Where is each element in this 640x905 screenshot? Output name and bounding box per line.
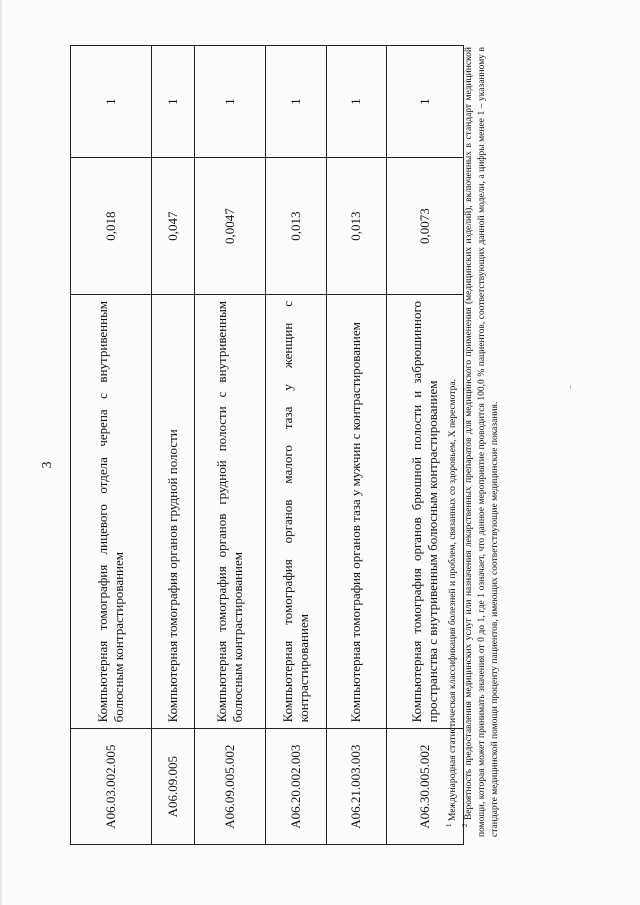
footnote-2-marker: 2 <box>460 823 469 827</box>
table-row <box>327 46 387 845</box>
service-name: Компьютерная томография органов грудной полости с внутривенным болюсным контрастированием <box>195 294 266 728</box>
footnote-2 <box>461 47 502 837</box>
service-code: A06.03.002.005 <box>71 729 152 845</box>
service-name: Компьютерная томография органов таза у мужчин с контрастированием <box>327 294 387 728</box>
service-multiplicity: 1 <box>266 46 327 158</box>
footnote-1-marker: 1 <box>445 823 453 827</box>
service-code: A06.21.003.003 <box>327 729 387 845</box>
service-multiplicity: 1 <box>195 46 266 158</box>
page-number: 3 <box>40 461 55 469</box>
services-table <box>70 45 464 845</box>
service-frequency: 0,018 <box>71 158 152 295</box>
service-frequency: 0,013 <box>266 158 327 295</box>
service-code: A06.09.005 <box>152 729 195 845</box>
footnote-1 <box>445 47 460 837</box>
service-code: A06.30.005.002 <box>387 729 464 845</box>
service-multiplicity: 1 <box>327 46 387 158</box>
table-row <box>195 46 266 845</box>
footnote-2-text: Вероятность предоставления медицинских услуг или назначения лекарственных препаратов для медицинского применения (медицинских изделий), включенных в стандарт медицинской помощи, которая может принимать значения от 0 до 1, где 1 означает, что данное мероприятие проводится 100,0 % пациентов, соответствующих данной модели, а цифры менее 1 – указанному в стандарте медицинской помощи проценту пациентов, имеющих соответствующие медицинские показания. <box>464 47 500 837</box>
service-frequency: 0,013 <box>327 158 387 295</box>
service-frequency: 0,0047 <box>195 158 266 295</box>
rotated-content <box>40 40 605 885</box>
footnote-1-text: Международная статистическая классификация болезней и проблем, связанных со здоровьем, X пересмотра. <box>448 379 459 822</box>
table-row <box>71 46 152 845</box>
service-name: Компьютерная томография органов грудной полости <box>152 294 195 728</box>
service-name: Компьютерная томография органов малого таза у женщин с контрастированием <box>266 294 327 728</box>
service-code: A06.20.002.003 <box>266 729 327 845</box>
service-name: Компьютерная томография лицевого отдела черепа с внутривенным болюсным контрастированием <box>71 294 152 728</box>
service-multiplicity: 1 <box>71 46 152 158</box>
service-multiplicity: 1 <box>387 46 464 158</box>
service-code: A06.09.005.002 <box>195 729 266 845</box>
scan-edge <box>0 0 2 905</box>
footnotes <box>445 47 503 837</box>
table-row <box>266 46 327 845</box>
service-frequency: 0,047 <box>152 158 195 295</box>
service-frequency: 0,0073 <box>387 158 464 295</box>
service-multiplicity: 1 <box>152 46 195 158</box>
table-row <box>152 46 195 845</box>
service-name: Компьютерная томография органов брюшной полости и забрюшинного пространства с внутривенным болюсным контрастированием <box>387 294 464 728</box>
